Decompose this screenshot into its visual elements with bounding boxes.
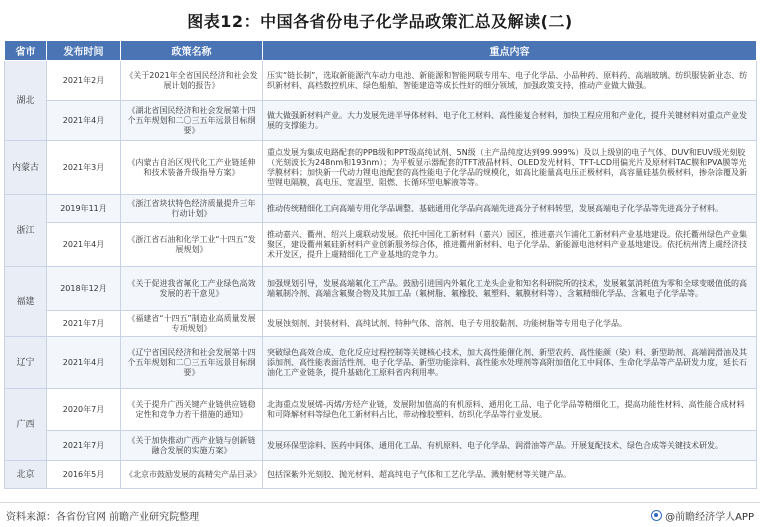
header-time: 发布时间 — [47, 41, 121, 61]
content-cell: 做大做强新材料产业。大力发展先进半导体材料、电子化工材料、高性能复合材料，加快工程应用和产业化，提升关键材料对重点产业发展的支撑能力。 — [263, 101, 757, 141]
policy-cell: 《湖北省国民经济和社会发展第十四个五年规划和二〇三五年远景目标纲要》 — [121, 101, 263, 141]
time-cell: 2021年2月 — [47, 61, 121, 101]
time-cell: 2018年12月 — [47, 267, 121, 311]
time-cell: 2021年7月 — [47, 431, 121, 461]
table-row — [5, 61, 757, 101]
content-cell: 重点发展为集成电路配套的PPB级和PPT级高纯试剂、5N级（主产品纯度达到99.999%）及以上级别的电子气体、DUV和EUV级光刻胶（光刻波长为248nm和193nm）；为平板显示器配套的TFT液晶材料、OLED发光材料、TFT-LCD用偏光片及原材料TAC膜和PVA膜等光学膜材料；加快新一代动力锂电池配套的高性能电子化学品的规模化，如高比能量高电压正极材料，高容量硅基负极材料，掺杂涂覆及新型锂电隔膜，高电压、宽温型、阻燃、长循环型电解液等等。 — [263, 141, 757, 195]
table-row — [5, 461, 757, 489]
policy-table — [4, 40, 757, 489]
chart-title: 图表12：中国各省份电子化学品政策汇总及解读(二) — [187, 11, 573, 31]
policy-cell: 《内蒙古自治区现代化工产业链延伸和技术装备升级指导方案》 — [121, 141, 263, 195]
policy-cell: 《北京市鼓励发展的高精尖产品目录》 — [121, 461, 263, 489]
policy-cell: 《关于加快推动广西产业链与创新链融合发展的实施方案》 — [121, 431, 263, 461]
brand-logo-icon — [651, 510, 662, 521]
province-cell: 湖北 — [5, 61, 47, 141]
time-cell: 2021年7月 — [47, 311, 121, 337]
time-cell: 2021年4月 — [47, 337, 121, 389]
province-cell: 内蒙古 — [5, 141, 47, 195]
policy-cell: 《关于2021年全省国民经济和社会发展计划的报告》 — [121, 61, 263, 101]
table-row — [5, 267, 757, 311]
policy-cell: 《关于提升广西关键产业链供应链稳定性和竞争力若干措施的通知》 — [121, 389, 263, 431]
header-province: 省市 — [5, 41, 47, 61]
header-policy: 政策名称 — [121, 41, 263, 61]
table-header-row — [5, 41, 757, 61]
content-cell: 北海重点发展烯-丙烯/芳烃产业链，发展附加值高的有机原料、通用化工品、电子化学品等精细化工，提高功能性材料、高性能合成材料和可降解材料等绿色化工新材料占比，带动橡胶塑料、纺织化学品等行业发展。 — [263, 389, 757, 431]
content-cell: 发展蚀刻剂、封装材料、高纯试剂、特种气体、溶剂、电子专用胶黏剂、功能树脂等专用电子化学品。 — [263, 311, 757, 337]
policy-cell: 《辽宁省国民经济和社会发展第十四个五年规划和二〇三五年远景目标纲要》 — [121, 337, 263, 389]
table-row — [5, 431, 757, 461]
province-cell: 广西 — [5, 389, 47, 461]
policy-cell: 《关于促进我省氟化工产业绿色高效发展的若干意见》 — [121, 267, 263, 311]
province-cell: 北京 — [5, 461, 47, 489]
table-row — [5, 141, 757, 195]
source-note: 资料来源：各省份官网 前瞻产业研究院整理 — [6, 511, 200, 523]
time-cell: 2021年3月 — [47, 141, 121, 195]
content-cell: 包括深紫外光刻胶、抛光材料、超高纯电子气体和工艺化学品、溅射靶材等关键产品。 — [263, 461, 757, 489]
content-cell: 压实“链长制”，选取新能源汽车动力电池、新能源和智能网联专用车、电子化学品、小品种药、原料药、高端玻璃、纺织服装新业态、纺织新材料、高档数控机床、绿色船舶、智能建造等成长性好的细分领域，加强政策支持，推动产业做大做强。 — [263, 61, 757, 101]
province-cell: 浙江 — [5, 195, 47, 267]
province-cell: 辽宁 — [5, 337, 47, 389]
time-cell: 2016年5月 — [47, 461, 121, 489]
header-content: 重点内容 — [263, 41, 757, 61]
content-cell: 加强规划引导，发展高端氟化工产品。鼓励引进国内外氟化工龙头企业和知名科研院所的技术，发展氟氯消耗值为零和全球变暖值低的高端氟制冷剂、高端含氟聚合物及其加工品（氟树脂、氟橡胶、氟塑料、氟膜材料等）、含氟精细化学品、含氟电子化学品等。 — [263, 267, 757, 311]
brand-label: @前瞻经济学人APP — [665, 511, 754, 523]
table-row — [5, 311, 757, 337]
time-cell: 2019年11月 — [47, 195, 121, 223]
content-cell: 发展环保型涂料、医药中间体、通用化工品、有机原料、电子化学品、润滑油等产品。开展复配技术、绿色合成等关键技术研发。 — [263, 431, 757, 461]
time-cell: 2021年4月 — [47, 101, 121, 141]
time-cell: 2020年7月 — [47, 389, 121, 431]
footer — [0, 502, 760, 527]
content-cell: 突破绿色高效合成、危化反应过程控制等关键核心技术，加大高性能催化剂、新型农药、高性能颜（染）料、新型助剂、高端润滑油及其添加剂、高性能表面活性剂、电子化学品、新型功能涂料、高性能水处理剂等高附加值化工中间体、生命化学品等产品研发力度，延长石油化工产业链条，提升基础化工原料省内利用率。 — [263, 337, 757, 389]
table-row — [5, 101, 757, 141]
table-row — [5, 223, 757, 267]
brand — [651, 508, 754, 523]
policy-cell: 《福建省“十四五”制造业高质量发展专项规划》 — [121, 311, 263, 337]
table-row — [5, 389, 757, 431]
time-cell: 2021年4月 — [47, 223, 121, 267]
content-cell: 推动传统精细化工向高端专用化学品调整、基础通用化学品向高端先进高分子材料转型，发展高端电子化学品等先进高分子材料。 — [263, 195, 757, 223]
table-row — [5, 337, 757, 389]
policy-cell: 《浙江省石油和化学工业“十四五”发展规划》 — [121, 223, 263, 267]
table-row — [5, 195, 757, 223]
content-cell: 推动嘉兴、衢州、绍兴上虞联动发展。依托中国化工新材料（嘉兴）园区，推进嘉兴乍浦化工新材料产业基地建设。依托衢州绿色产业集聚区，建设衢州氟硅新材料产业创新服务综合体，推进衢州新材料、电子化学品、新能源电池材料产业基地建设。依托杭州湾上虞经济技术开发区，提升上虞精细化工产业基地的竞争力。 — [263, 223, 757, 267]
policy-cell: 《浙江省块状特色经济质量提升三年行动计划》 — [121, 195, 263, 223]
province-cell: 福建 — [5, 267, 47, 337]
